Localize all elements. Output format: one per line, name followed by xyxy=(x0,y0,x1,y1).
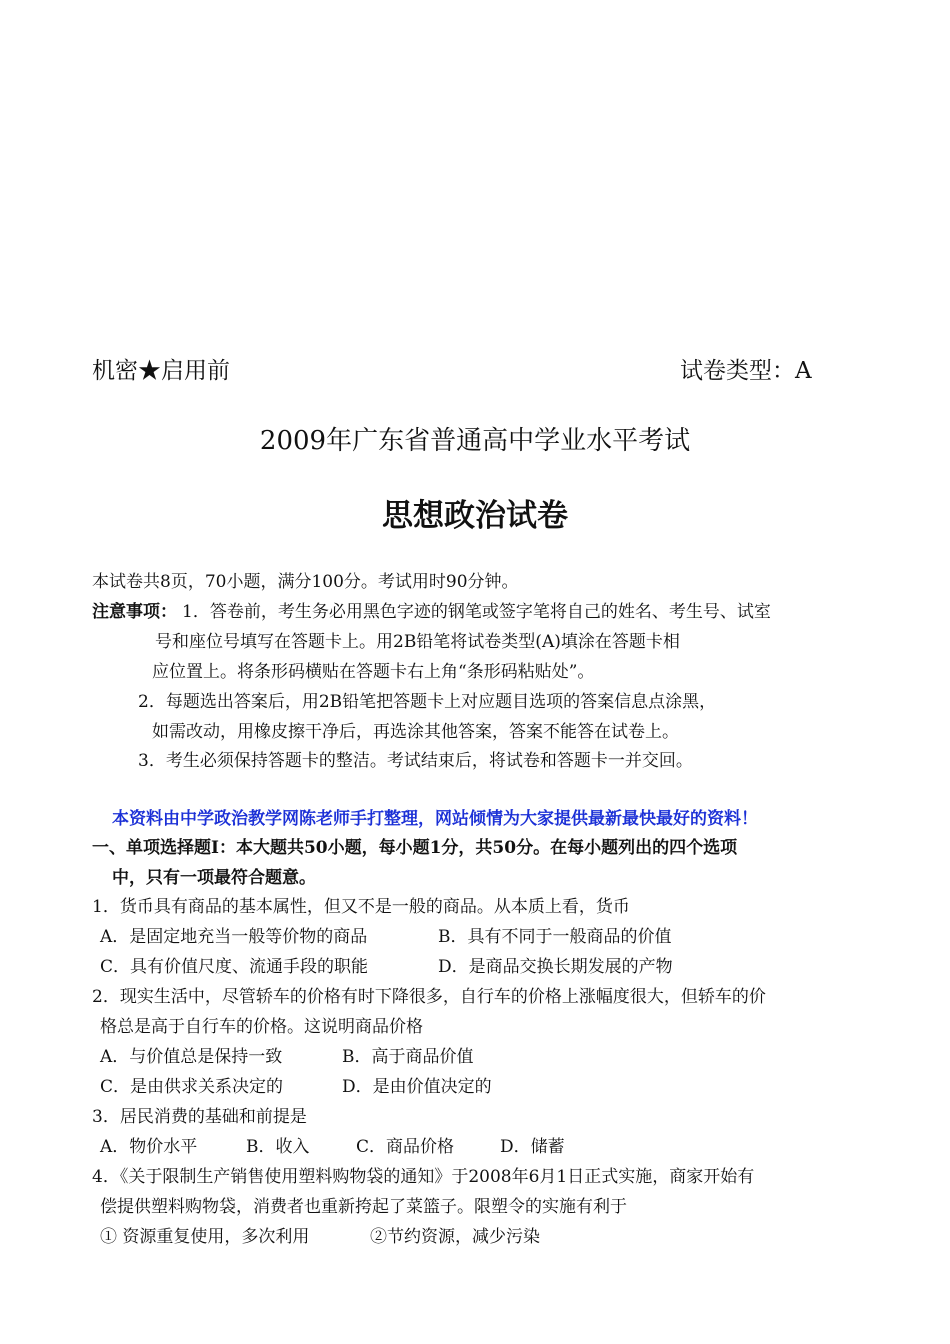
notice-line: 3．考生必须保持答题卡的整洁。考试结束后，将试卷和答题卡一并交回。 xyxy=(138,751,693,771)
paper-subtitle: 思想政治试卷 xyxy=(382,498,568,534)
exam-title: 2009年广东省普通高中学业水平考试 xyxy=(259,426,691,456)
option-d: D．储蓄 xyxy=(500,1137,565,1157)
option-d: D．是商品交换长期发展的产物 xyxy=(438,957,673,977)
question-stem-cont: 偿提供塑料购物袋，消费者也重新挎起了菜篮子。限塑令的实施有利于 xyxy=(100,1197,627,1217)
intro-text: 本试卷共8页，70小题，满分100分。考试用时90分钟。 xyxy=(92,572,519,592)
notice-line: 如需改动，用橡皮擦干净后，再选涂其他答案，答案不能答在试卷上。 xyxy=(152,722,679,742)
question-stem: 2．现实生活中，尽管轿车的价格有时下降很多，自行车的价格上涨幅度很大，但轿车的价 xyxy=(92,987,766,1007)
paper-type-label: 试卷类型：A xyxy=(680,358,812,384)
option-c: C．商品价格 xyxy=(356,1137,455,1157)
question-stem-cont: 格总是高于自行车的价格。这说明商品价格 xyxy=(100,1017,423,1037)
option-a: A．物价水平 xyxy=(100,1137,198,1157)
question-stem: 1．货币具有商品的基本属性，但又不是一般的商品。从本质上看，货币 xyxy=(92,897,630,917)
section-heading: 一、单项选择题I：本大题共50小题，每小题1分，共50分。在每小题列出的四个选项 xyxy=(92,838,738,858)
notice-line: 2．每题选出答案后，用2B铅笔把答题卡上对应题目选项的答案信息点涂黑， xyxy=(138,692,717,712)
option-a: A．与价值总是保持一致 xyxy=(100,1047,283,1067)
option-a: A．是固定地充当一般等价物的商品 xyxy=(100,927,368,947)
statement-1: ① 资源重复使用，多次利用 xyxy=(100,1227,310,1247)
option-b: B．收入 xyxy=(246,1137,310,1157)
option-d: D．是由价值决定的 xyxy=(342,1077,492,1097)
question-stem: 4．《关于限制生产销售使用塑料购物袋的通知》于2008年6月1日正式实施，商家开始有 xyxy=(92,1167,755,1187)
notice-line: 号和座位号填写在答题卡上。用2B铅笔将试卷类型(A)填涂在答题卡相 xyxy=(155,632,680,652)
statement-2: ②节约资源，减少污染 xyxy=(370,1227,540,1247)
promo-text: 本资料由中学政治教学网陈老师手打整理，网站倾情为大家提供最新最快最好的资料！ xyxy=(112,809,758,829)
option-b: B．高于商品价值 xyxy=(342,1047,474,1067)
notice-line: 应位置上。将条形码横贴在答题卡右上角“条形码粘贴处”。 xyxy=(152,662,595,682)
option-c: C．具有价值尺度、流通手段的职能 xyxy=(100,957,369,977)
option-b: B．具有不同于一般商品的价值 xyxy=(438,927,672,947)
notice-line: 1．答卷前，考生务必用黑色字迹的钢笔或签字笔将自己的姓名、考生号、试室 xyxy=(182,602,771,622)
option-c: C．是由供求关系决定的 xyxy=(100,1077,284,1097)
section-heading-cont: 中，只有一项最符合题意。 xyxy=(112,868,316,888)
notice-label: 注意事项： xyxy=(92,602,177,622)
confidential-label: 机密★启用前 xyxy=(92,358,230,384)
question-stem: 3．居民消费的基础和前提是 xyxy=(92,1107,307,1127)
